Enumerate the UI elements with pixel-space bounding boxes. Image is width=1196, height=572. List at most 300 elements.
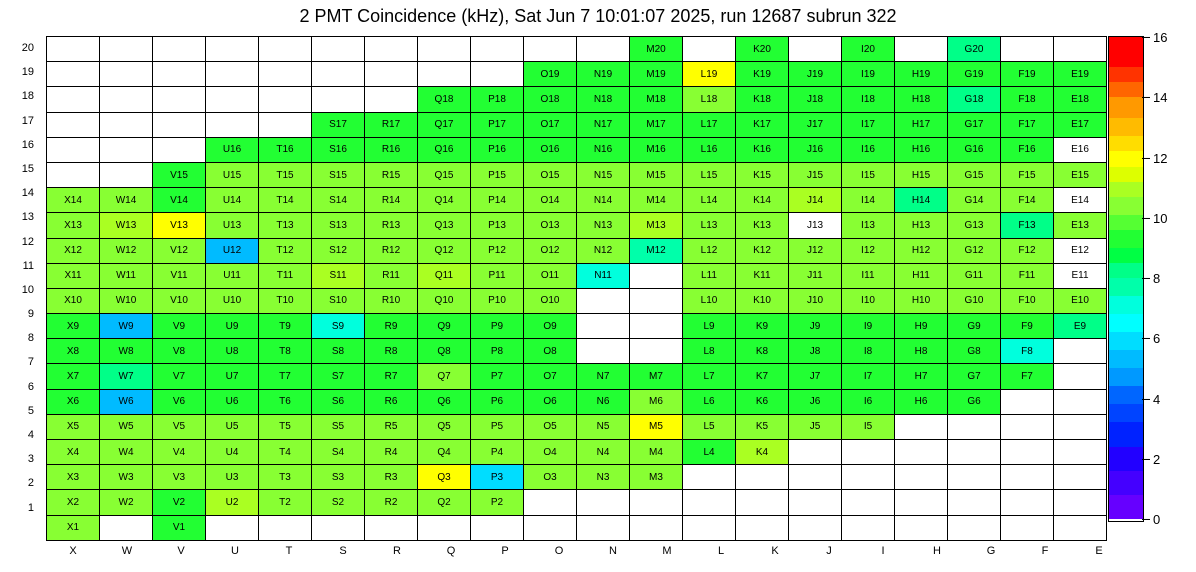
heatmap-cell[interactable]: T14	[259, 188, 312, 213]
heatmap-cell[interactable]: W11	[100, 263, 153, 288]
heatmap-cell[interactable]: E12	[1054, 238, 1107, 263]
heatmap-cell[interactable]: R17	[365, 112, 418, 137]
heatmap-cell[interactable]: U8	[206, 339, 259, 364]
heatmap-cell[interactable]: U9	[206, 314, 259, 339]
heatmap-cell[interactable]: L19	[683, 62, 736, 87]
heatmap-cell[interactable]: L4	[683, 440, 736, 465]
heatmap-cell[interactable]: N16	[577, 137, 630, 162]
heatmap-cell[interactable]: G7	[948, 364, 1001, 389]
heatmap-cell[interactable]: Q4	[418, 440, 471, 465]
heatmap-cell[interactable]: I16	[842, 137, 895, 162]
heatmap-cell[interactable]: I6	[842, 389, 895, 414]
heatmap-cell[interactable]: W13	[100, 213, 153, 238]
heatmap-cell[interactable]: M3	[630, 465, 683, 490]
heatmap-cell[interactable]: O11	[524, 263, 577, 288]
heatmap-cell[interactable]: P2	[471, 490, 524, 515]
heatmap-cell[interactable]: I7	[842, 364, 895, 389]
heatmap-cell[interactable]: V3	[153, 465, 206, 490]
heatmap-cell[interactable]: O18	[524, 87, 577, 112]
heatmap-cell[interactable]: M7	[630, 364, 683, 389]
heatmap-cell[interactable]: P18	[471, 87, 524, 112]
heatmap-cell[interactable]: X2	[47, 490, 100, 515]
heatmap-cell[interactable]: L12	[683, 238, 736, 263]
heatmap-cell[interactable]: K11	[736, 263, 789, 288]
heatmap-cell[interactable]: E19	[1054, 62, 1107, 87]
heatmap-cell[interactable]: X7	[47, 364, 100, 389]
heatmap-cell[interactable]: V6	[153, 389, 206, 414]
heatmap-cell[interactable]: S6	[312, 389, 365, 414]
heatmap-cell[interactable]: S12	[312, 238, 365, 263]
heatmap-cell[interactable]: O12	[524, 238, 577, 263]
heatmap-cell[interactable]: V12	[153, 238, 206, 263]
heatmap-cell[interactable]: H19	[895, 62, 948, 87]
heatmap-cell[interactable]: H14	[895, 188, 948, 213]
heatmap-cell[interactable]: J17	[789, 112, 842, 137]
heatmap-cell[interactable]: U11	[206, 263, 259, 288]
heatmap-cell[interactable]: N13	[577, 213, 630, 238]
heatmap-cell[interactable]: R16	[365, 137, 418, 162]
heatmap-cell[interactable]: X1	[47, 515, 100, 540]
heatmap-cell[interactable]: J9	[789, 314, 842, 339]
heatmap-cell[interactable]: I15	[842, 162, 895, 187]
heatmap-cell[interactable]: T12	[259, 238, 312, 263]
heatmap-cell[interactable]: G17	[948, 112, 1001, 137]
heatmap-cell[interactable]: K20	[736, 37, 789, 62]
heatmap-cell[interactable]: W8	[100, 339, 153, 364]
heatmap-cell[interactable]: U13	[206, 213, 259, 238]
heatmap-cell[interactable]: O15	[524, 162, 577, 187]
heatmap-cell[interactable]: M13	[630, 213, 683, 238]
heatmap-cell[interactable]: M20	[630, 37, 683, 62]
heatmap-cell[interactable]: I19	[842, 62, 895, 87]
heatmap-cell[interactable]: J18	[789, 87, 842, 112]
heatmap-cell[interactable]: F14	[1001, 188, 1054, 213]
heatmap-cell[interactable]: F8	[1001, 339, 1054, 364]
heatmap-cell[interactable]: T8	[259, 339, 312, 364]
heatmap-cell[interactable]: T10	[259, 288, 312, 313]
heatmap-cell[interactable]: U6	[206, 389, 259, 414]
heatmap-cell[interactable]: H13	[895, 213, 948, 238]
heatmap-cell[interactable]: L14	[683, 188, 736, 213]
heatmap-cell[interactable]: M16	[630, 137, 683, 162]
heatmap-cell[interactable]: K6	[736, 389, 789, 414]
heatmap-cell[interactable]: U12	[206, 238, 259, 263]
heatmap-cell[interactable]: J11	[789, 263, 842, 288]
heatmap-cell[interactable]: M4	[630, 440, 683, 465]
heatmap-cell[interactable]: W7	[100, 364, 153, 389]
heatmap-cell[interactable]: H12	[895, 238, 948, 263]
heatmap-cell[interactable]: O3	[524, 465, 577, 490]
heatmap-cell[interactable]: H7	[895, 364, 948, 389]
heatmap-cell[interactable]: U5	[206, 414, 259, 439]
heatmap-cell[interactable]: F17	[1001, 112, 1054, 137]
heatmap-cell[interactable]: R15	[365, 162, 418, 187]
heatmap-cell[interactable]: J15	[789, 162, 842, 187]
heatmap-cell[interactable]: R4	[365, 440, 418, 465]
heatmap-cell[interactable]: W2	[100, 490, 153, 515]
heatmap-cell[interactable]: X6	[47, 389, 100, 414]
heatmap-cell[interactable]: S8	[312, 339, 365, 364]
heatmap-cell[interactable]: K16	[736, 137, 789, 162]
heatmap-cell[interactable]: U7	[206, 364, 259, 389]
heatmap-cell[interactable]: P6	[471, 389, 524, 414]
heatmap-cell[interactable]: S16	[312, 137, 365, 162]
heatmap-cell[interactable]: W4	[100, 440, 153, 465]
heatmap-cell[interactable]: J8	[789, 339, 842, 364]
heatmap-cell[interactable]: E17	[1054, 112, 1107, 137]
heatmap-cell[interactable]: K18	[736, 87, 789, 112]
heatmap-cell[interactable]: U10	[206, 288, 259, 313]
heatmap-cell[interactable]: P16	[471, 137, 524, 162]
heatmap-cell[interactable]: O10	[524, 288, 577, 313]
heatmap-cell[interactable]: T13	[259, 213, 312, 238]
heatmap-cell[interactable]: V15	[153, 162, 206, 187]
heatmap-cell[interactable]: S11	[312, 263, 365, 288]
heatmap-cell[interactable]: N4	[577, 440, 630, 465]
heatmap-cell[interactable]: P5	[471, 414, 524, 439]
heatmap-cell[interactable]: K12	[736, 238, 789, 263]
heatmap-cell[interactable]: Q11	[418, 263, 471, 288]
heatmap-cell[interactable]: I5	[842, 414, 895, 439]
heatmap-cell[interactable]: X5	[47, 414, 100, 439]
heatmap-cell[interactable]: U15	[206, 162, 259, 187]
heatmap-cell[interactable]: H8	[895, 339, 948, 364]
heatmap-cell[interactable]: T7	[259, 364, 312, 389]
heatmap-cell[interactable]: G19	[948, 62, 1001, 87]
heatmap-cell[interactable]: V9	[153, 314, 206, 339]
heatmap-cell[interactable]: P8	[471, 339, 524, 364]
heatmap-cell[interactable]: G16	[948, 137, 1001, 162]
heatmap-cell[interactable]: J5	[789, 414, 842, 439]
heatmap-cell[interactable]: H6	[895, 389, 948, 414]
heatmap-cell[interactable]: H9	[895, 314, 948, 339]
heatmap-cell[interactable]: M18	[630, 87, 683, 112]
heatmap-cell[interactable]: T3	[259, 465, 312, 490]
heatmap-cell[interactable]: K5	[736, 414, 789, 439]
heatmap-cell[interactable]: I9	[842, 314, 895, 339]
heatmap-cell[interactable]: Q16	[418, 137, 471, 162]
heatmap-cell[interactable]: K17	[736, 112, 789, 137]
heatmap-cell[interactable]: V7	[153, 364, 206, 389]
heatmap-cell[interactable]: O14	[524, 188, 577, 213]
heatmap-cell[interactable]: N11	[577, 263, 630, 288]
heatmap-cell[interactable]: L7	[683, 364, 736, 389]
heatmap-cell[interactable]: R10	[365, 288, 418, 313]
heatmap-cell[interactable]: H15	[895, 162, 948, 187]
heatmap-cell[interactable]: V4	[153, 440, 206, 465]
heatmap-cell[interactable]: I12	[842, 238, 895, 263]
heatmap-cell[interactable]: M15	[630, 162, 683, 187]
heatmap-cell[interactable]: F7	[1001, 364, 1054, 389]
heatmap-cell[interactable]: O5	[524, 414, 577, 439]
heatmap-cell[interactable]: S7	[312, 364, 365, 389]
heatmap-cell[interactable]: U2	[206, 490, 259, 515]
heatmap-cell[interactable]: U16	[206, 137, 259, 162]
heatmap-cell[interactable]: T11	[259, 263, 312, 288]
heatmap-cell[interactable]: O8	[524, 339, 577, 364]
heatmap-cell[interactable]: G8	[948, 339, 1001, 364]
heatmap-cell[interactable]: I8	[842, 339, 895, 364]
heatmap-cell[interactable]: N15	[577, 162, 630, 187]
heatmap-cell[interactable]: I11	[842, 263, 895, 288]
heatmap-cell[interactable]: L8	[683, 339, 736, 364]
heatmap-cell[interactable]: E14	[1054, 188, 1107, 213]
heatmap-cell[interactable]: H11	[895, 263, 948, 288]
heatmap-cell[interactable]: J7	[789, 364, 842, 389]
heatmap-cell[interactable]: R5	[365, 414, 418, 439]
heatmap-cell[interactable]: S13	[312, 213, 365, 238]
heatmap-cell[interactable]: O17	[524, 112, 577, 137]
heatmap-cell[interactable]: K19	[736, 62, 789, 87]
heatmap-cell[interactable]: N18	[577, 87, 630, 112]
heatmap-cell[interactable]: U3	[206, 465, 259, 490]
heatmap-cell[interactable]: T9	[259, 314, 312, 339]
heatmap-cell[interactable]: U4	[206, 440, 259, 465]
heatmap-cell[interactable]: P3	[471, 465, 524, 490]
heatmap-cell[interactable]: J14	[789, 188, 842, 213]
heatmap-cell[interactable]: J12	[789, 238, 842, 263]
heatmap-cell[interactable]: N6	[577, 389, 630, 414]
heatmap-cell[interactable]: X3	[47, 465, 100, 490]
heatmap-cell[interactable]: X4	[47, 440, 100, 465]
heatmap-cell[interactable]: L9	[683, 314, 736, 339]
heatmap-cell[interactable]: P4	[471, 440, 524, 465]
heatmap-cell[interactable]: Q5	[418, 414, 471, 439]
heatmap-cell[interactable]: R9	[365, 314, 418, 339]
heatmap-cell[interactable]: G18	[948, 87, 1001, 112]
heatmap-cell[interactable]: N3	[577, 465, 630, 490]
heatmap-cell[interactable]: S17	[312, 112, 365, 137]
heatmap-cell[interactable]: R3	[365, 465, 418, 490]
heatmap-cell[interactable]: L13	[683, 213, 736, 238]
heatmap-cell[interactable]: E11	[1054, 263, 1107, 288]
heatmap-cell[interactable]: E9	[1054, 314, 1107, 339]
heatmap-cell[interactable]: X9	[47, 314, 100, 339]
heatmap-cell[interactable]: F13	[1001, 213, 1054, 238]
heatmap-cell[interactable]: P15	[471, 162, 524, 187]
heatmap-cell[interactable]: N7	[577, 364, 630, 389]
heatmap-cell[interactable]: Q10	[418, 288, 471, 313]
heatmap-cell[interactable]: O19	[524, 62, 577, 87]
heatmap-cell[interactable]: N12	[577, 238, 630, 263]
heatmap-cell[interactable]: W9	[100, 314, 153, 339]
heatmap-cell[interactable]: N17	[577, 112, 630, 137]
heatmap-cell[interactable]: Q9	[418, 314, 471, 339]
heatmap-cell[interactable]: V5	[153, 414, 206, 439]
heatmap-cell[interactable]: M5	[630, 414, 683, 439]
heatmap-cell[interactable]: P11	[471, 263, 524, 288]
heatmap-cell[interactable]: G13	[948, 213, 1001, 238]
heatmap-cell[interactable]: S3	[312, 465, 365, 490]
heatmap-cell[interactable]: V8	[153, 339, 206, 364]
heatmap-cell[interactable]: G12	[948, 238, 1001, 263]
heatmap-cell[interactable]: F10	[1001, 288, 1054, 313]
heatmap-cell[interactable]: H18	[895, 87, 948, 112]
heatmap-cell[interactable]: K13	[736, 213, 789, 238]
heatmap-cell[interactable]: M6	[630, 389, 683, 414]
heatmap-cell[interactable]: G14	[948, 188, 1001, 213]
heatmap-cell[interactable]: O16	[524, 137, 577, 162]
heatmap-cell[interactable]: S9	[312, 314, 365, 339]
heatmap-cell[interactable]: R2	[365, 490, 418, 515]
heatmap-cell[interactable]: S4	[312, 440, 365, 465]
heatmap-cell[interactable]: F12	[1001, 238, 1054, 263]
heatmap-cell[interactable]: V1	[153, 515, 206, 540]
heatmap-cell[interactable]: W12	[100, 238, 153, 263]
heatmap-cell[interactable]: S10	[312, 288, 365, 313]
heatmap-cell[interactable]: W6	[100, 389, 153, 414]
heatmap-cell[interactable]: U14	[206, 188, 259, 213]
heatmap-cell[interactable]: I10	[842, 288, 895, 313]
heatmap-cell[interactable]: R14	[365, 188, 418, 213]
heatmap-cell[interactable]: K14	[736, 188, 789, 213]
heatmap-cell[interactable]: Q3	[418, 465, 471, 490]
heatmap-cell[interactable]: V11	[153, 263, 206, 288]
heatmap-cell[interactable]: Q18	[418, 87, 471, 112]
heatmap-cell[interactable]: H10	[895, 288, 948, 313]
heatmap-cell[interactable]: X11	[47, 263, 100, 288]
heatmap-cell[interactable]: G6	[948, 389, 1001, 414]
heatmap-cell[interactable]: T16	[259, 137, 312, 162]
heatmap-cell[interactable]: K10	[736, 288, 789, 313]
heatmap-cell[interactable]: G20	[948, 37, 1001, 62]
heatmap-cell[interactable]: E10	[1054, 288, 1107, 313]
heatmap-cell[interactable]: J6	[789, 389, 842, 414]
heatmap-cell[interactable]: J10	[789, 288, 842, 313]
heatmap-cell[interactable]: F16	[1001, 137, 1054, 162]
heatmap-cell[interactable]: R11	[365, 263, 418, 288]
heatmap-cell[interactable]: O7	[524, 364, 577, 389]
heatmap-cell[interactable]: R12	[365, 238, 418, 263]
heatmap-cell[interactable]: P7	[471, 364, 524, 389]
heatmap-cell[interactable]: L16	[683, 137, 736, 162]
heatmap-cell[interactable]: F18	[1001, 87, 1054, 112]
heatmap-cell[interactable]: O4	[524, 440, 577, 465]
heatmap-cell[interactable]: V2	[153, 490, 206, 515]
heatmap-cell[interactable]: T4	[259, 440, 312, 465]
heatmap-cell[interactable]: K7	[736, 364, 789, 389]
heatmap-cell[interactable]: S15	[312, 162, 365, 187]
heatmap-cell[interactable]: V14	[153, 188, 206, 213]
heatmap-cell[interactable]: M19	[630, 62, 683, 87]
heatmap-cell[interactable]: F15	[1001, 162, 1054, 187]
heatmap-cell[interactable]: K9	[736, 314, 789, 339]
heatmap-cell[interactable]: I20	[842, 37, 895, 62]
heatmap-cell[interactable]: L15	[683, 162, 736, 187]
heatmap-cell[interactable]: K8	[736, 339, 789, 364]
heatmap-cell[interactable]: E15	[1054, 162, 1107, 187]
heatmap-cell[interactable]: L10	[683, 288, 736, 313]
heatmap-cell[interactable]: W3	[100, 465, 153, 490]
heatmap-cell[interactable]: Q6	[418, 389, 471, 414]
heatmap-cell[interactable]: G9	[948, 314, 1001, 339]
heatmap-cell[interactable]: R13	[365, 213, 418, 238]
heatmap-cell[interactable]: G15	[948, 162, 1001, 187]
heatmap-cell[interactable]: E13	[1054, 213, 1107, 238]
heatmap-cell[interactable]: P14	[471, 188, 524, 213]
heatmap-cell[interactable]: L18	[683, 87, 736, 112]
heatmap-cell[interactable]: N19	[577, 62, 630, 87]
heatmap-cell[interactable]: S2	[312, 490, 365, 515]
heatmap-cell[interactable]: X10	[47, 288, 100, 313]
heatmap-cell[interactable]: P12	[471, 238, 524, 263]
heatmap-cell[interactable]: I18	[842, 87, 895, 112]
heatmap-cell[interactable]: Q2	[418, 490, 471, 515]
heatmap-cell[interactable]: G11	[948, 263, 1001, 288]
heatmap-cell[interactable]: K4	[736, 440, 789, 465]
heatmap-cell[interactable]: M14	[630, 188, 683, 213]
heatmap-cell[interactable]: W14	[100, 188, 153, 213]
heatmap-cell[interactable]: J13	[789, 213, 842, 238]
heatmap-cell[interactable]: V10	[153, 288, 206, 313]
heatmap-cell[interactable]: R6	[365, 389, 418, 414]
heatmap-cell[interactable]: Q17	[418, 112, 471, 137]
heatmap-cell[interactable]: T2	[259, 490, 312, 515]
heatmap-cell[interactable]: H16	[895, 137, 948, 162]
heatmap-cell[interactable]: Q15	[418, 162, 471, 187]
heatmap-cell[interactable]: K15	[736, 162, 789, 187]
heatmap-cell[interactable]: Q7	[418, 364, 471, 389]
heatmap-cell[interactable]: F19	[1001, 62, 1054, 87]
heatmap-cell[interactable]: P9	[471, 314, 524, 339]
heatmap-cell[interactable]: F11	[1001, 263, 1054, 288]
heatmap-cell[interactable]: T5	[259, 414, 312, 439]
heatmap-cell[interactable]: P10	[471, 288, 524, 313]
heatmap-cell[interactable]: I17	[842, 112, 895, 137]
heatmap-cell[interactable]: S14	[312, 188, 365, 213]
heatmap-cell[interactable]: W5	[100, 414, 153, 439]
heatmap-cell[interactable]: J19	[789, 62, 842, 87]
heatmap-cell[interactable]: J16	[789, 137, 842, 162]
heatmap-cell[interactable]: N5	[577, 414, 630, 439]
heatmap-cell[interactable]: F9	[1001, 314, 1054, 339]
heatmap-cell[interactable]: N14	[577, 188, 630, 213]
heatmap-cell[interactable]: Q12	[418, 238, 471, 263]
heatmap-cell[interactable]: O9	[524, 314, 577, 339]
heatmap-cell[interactable]: I14	[842, 188, 895, 213]
heatmap-cell[interactable]: X14	[47, 188, 100, 213]
heatmap-cell[interactable]: L5	[683, 414, 736, 439]
heatmap-cell[interactable]: R7	[365, 364, 418, 389]
heatmap-cell[interactable]: O6	[524, 389, 577, 414]
heatmap-cell[interactable]: L6	[683, 389, 736, 414]
heatmap-cell[interactable]: E18	[1054, 87, 1107, 112]
heatmap-cell[interactable]: G10	[948, 288, 1001, 313]
heatmap-cell[interactable]: S5	[312, 414, 365, 439]
heatmap-cell[interactable]: Q14	[418, 188, 471, 213]
heatmap-cell[interactable]: O13	[524, 213, 577, 238]
heatmap-cell[interactable]: E16	[1054, 137, 1107, 162]
heatmap-cell[interactable]: X8	[47, 339, 100, 364]
heatmap-cell[interactable]: V13	[153, 213, 206, 238]
heatmap-cell[interactable]: L17	[683, 112, 736, 137]
heatmap-cell[interactable]: M12	[630, 238, 683, 263]
heatmap-cell[interactable]: Q13	[418, 213, 471, 238]
heatmap-cell[interactable]: L11	[683, 263, 736, 288]
heatmap-cell[interactable]: R8	[365, 339, 418, 364]
heatmap-cell[interactable]: T6	[259, 389, 312, 414]
heatmap-cell[interactable]: M17	[630, 112, 683, 137]
heatmap-cell[interactable]: H17	[895, 112, 948, 137]
heatmap-cell[interactable]: X12	[47, 238, 100, 263]
heatmap-cell[interactable]: P13	[471, 213, 524, 238]
heatmap-cell[interactable]: I13	[842, 213, 895, 238]
heatmap-cell[interactable]: Q8	[418, 339, 471, 364]
heatmap-cell[interactable]: W10	[100, 288, 153, 313]
heatmap-cell[interactable]: P17	[471, 112, 524, 137]
heatmap-cell[interactable]: X13	[47, 213, 100, 238]
heatmap-cell[interactable]: T15	[259, 162, 312, 187]
